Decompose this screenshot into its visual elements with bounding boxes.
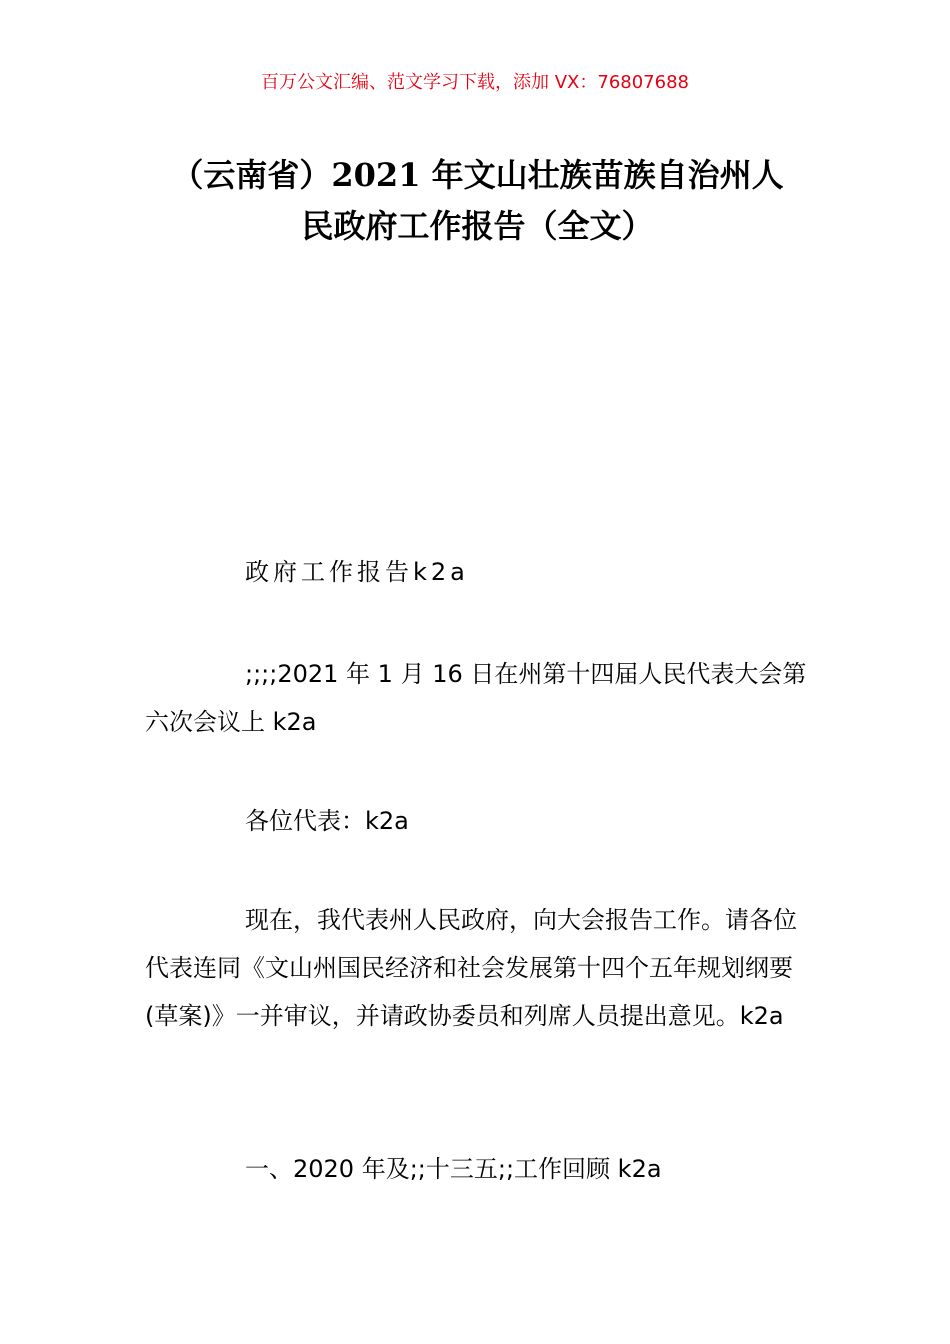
document-title-line-2: 民政府工作报告（全文） bbox=[301, 207, 654, 245]
salutation-paragraph: 各位代表：k2a bbox=[245, 807, 409, 835]
document-title bbox=[145, 150, 810, 252]
intro-paragraph: 现在，我代表州人民政府，向大会报告工作。请各位代表连同《文山州国民经济和社会发展第十四个五年规划纲要(草案)》一并审议，并请政协委员和列席人员提出意见。k2a bbox=[145, 906, 797, 1030]
document-title-line-1: （云南省）2021 年文山壮族苗族自治州人 bbox=[171, 156, 784, 194]
section-heading: 一、2020 年及;;十三五;;工作回顾 k2a bbox=[245, 1155, 662, 1183]
header-watermark-note: 百万公文汇编、范文学习下载，添加 VX：76807688 bbox=[261, 72, 689, 93]
meeting-date-paragraph: ;;;;2021 年 1 月 16 日在州第十四届人民代表大会第六次会议上 k2a bbox=[145, 660, 807, 736]
report-subtitle: 政府工作报告k2a bbox=[245, 558, 469, 586]
